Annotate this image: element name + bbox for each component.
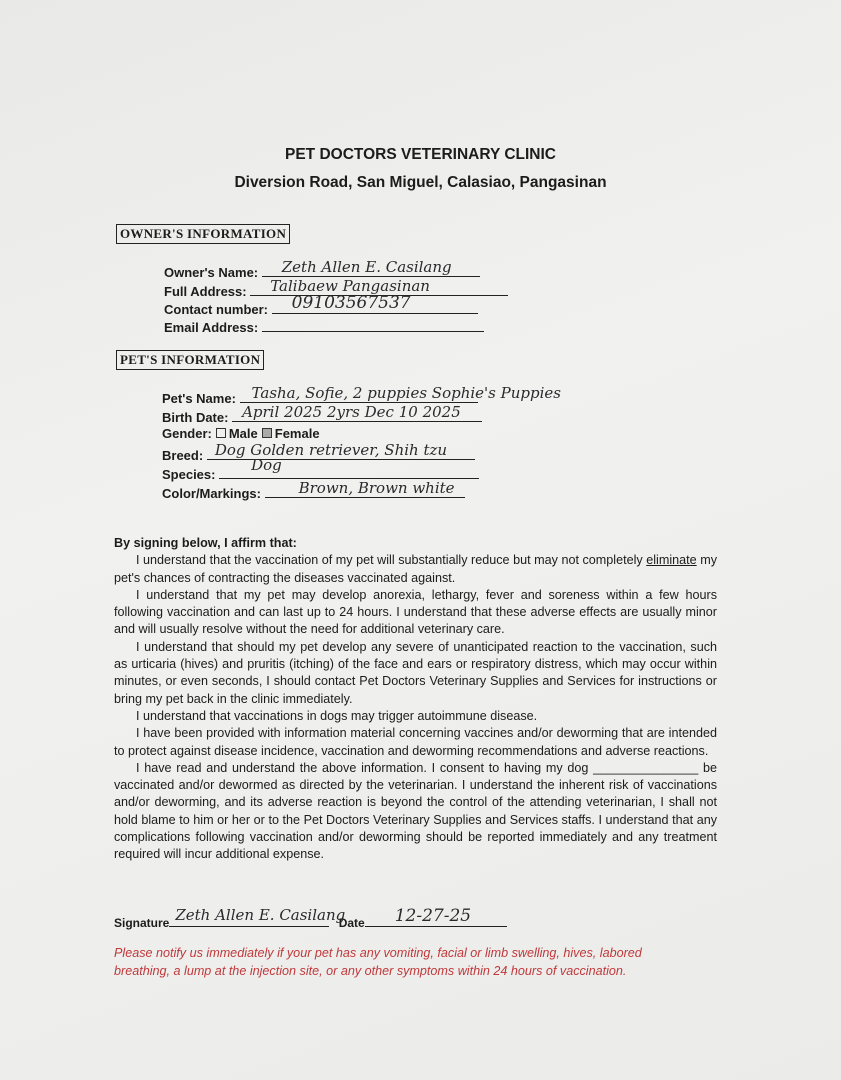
- pet-section-title: PET'S INFORMATION: [116, 350, 264, 370]
- color-field[interactable]: [265, 479, 465, 498]
- owner-email-label: Email Address:: [164, 320, 259, 335]
- consent-heading: By signing below, I affirm that:: [114, 536, 297, 550]
- birth-date-label: Birth Date:: [162, 410, 229, 425]
- gender-row: [162, 426, 320, 441]
- pet-name-value: Tasha, Sofie, 2 puppies Sophie's Puppies: [251, 384, 561, 402]
- signature-row: [114, 906, 507, 930]
- consent-paragraph: [114, 552, 717, 587]
- color-row: [162, 479, 465, 501]
- signature-value: Zeth Allen E. Casilang: [175, 906, 346, 924]
- owner-contact-value: 09103567537: [291, 293, 411, 313]
- owner-contact-label: Contact number:: [164, 302, 268, 317]
- pet-name-label: Pet's Name:: [162, 391, 236, 406]
- pet-name-field[interactable]: [240, 384, 561, 403]
- consent-text-6b: be vaccinated and/or dewormed as directed by the veterinarian. I understand the inherent risk of vaccinations and/or deworming, and its adverse reaction is beyond the control of the attending veterinarian, I shall not hold blame to him or her or to the Pet Doctors Veterinary Supplies and Services staffs. I understand that any complications following vaccination and/or deworming should be reported immediately and any treatment required will incur additional expense.: [114, 760, 717, 862]
- consent-text-1a: I understand that the vaccination of my pet will substantially reduce but may not completely: [136, 553, 647, 568]
- owner-address-label: Full Address:: [164, 284, 247, 299]
- owner-contact-row: [164, 293, 478, 317]
- gender-male-checkbox[interactable]: [216, 428, 226, 438]
- date-field[interactable]: [365, 906, 507, 927]
- gender-label: Gender:: [162, 426, 212, 441]
- consent-paragraph: I understand that vaccinations in dogs may trigger autoimmune disease.: [136, 708, 538, 723]
- breed-row: [162, 441, 475, 463]
- clinic-address: Diversion Road, San Miguel, Calasiao, Pangasinan: [234, 174, 607, 191]
- gender-female-label: Female: [274, 426, 320, 441]
- owner-name-label: Owner's Name:: [164, 265, 259, 280]
- owner-email-field[interactable]: [262, 317, 484, 332]
- consent-paragraph: [114, 760, 717, 864]
- consent-paragraph: I understand that my pet may develop anorexia, lethargy, fever and soreness within a few hours following vaccination and can last up to 24 hours. I understand that these adverse effects are usually minor and will usually resolve without the need for additional veterinary care.: [114, 587, 717, 637]
- date-label: Date: [338, 916, 365, 930]
- color-value: Brown, Brown white: [298, 479, 455, 497]
- consent-text: [114, 535, 717, 864]
- species-value: Dog: [251, 456, 282, 474]
- birth-date-field[interactable]: [232, 403, 482, 422]
- owner-address-value: Talibaew Pangasinan: [270, 277, 430, 295]
- clinic-name: PET DOCTORS VETERINARY CLINIC: [285, 146, 556, 163]
- owner-email-row: [164, 317, 484, 335]
- date-value: 12-27-25: [394, 906, 472, 926]
- consent-paragraph: I understand that should my pet develop any severe of unanticipated reaction to the vaccination, such as urticaria (hives) and pruritis (itching) of the face and ears or respiratory distress, which may occur within minutes, or even seconds, I should contact Pet Doctors Veterinary Supplies and Services for instructions or bring my pet back in the clinic immediately.: [114, 639, 717, 706]
- consent-text-1c: my pet's chances of contracting the diseases vaccinated against.: [114, 553, 717, 585]
- breed-value: Dog Golden retriever, Shih tzu: [214, 441, 448, 459]
- signature-label: Signature: [114, 916, 170, 930]
- signature-field[interactable]: [169, 906, 346, 927]
- consent-paragraph: I have been provided with information material concerning vaccines and/or deworming that are intended to protect against disease incidence, vaccination and deworming recommendations and adverse reactions.: [114, 726, 717, 758]
- owner-section-title: OWNER'S INFORMATION: [116, 224, 290, 244]
- gender-male-label: Male: [228, 426, 258, 441]
- dog-name-blank[interactable]: _______________: [593, 760, 699, 775]
- breed-field[interactable]: [207, 441, 475, 460]
- species-label: Species:: [162, 467, 216, 482]
- gender-female-checkbox[interactable]: [262, 428, 272, 438]
- notice-text: Please notify us immediately if your pet has any vomiting, facial or limb swelling, hives, labored breathing, a lump at the injection site, or any other symptoms within 24 hours of vaccination.: [114, 946, 642, 978]
- breed-label: Breed:: [162, 448, 204, 463]
- birth-date-row: [162, 403, 482, 425]
- consent-text-6a: I have read and understand the above information. I consent to having my dog: [136, 760, 594, 775]
- owner-contact-field[interactable]: [272, 293, 478, 314]
- birth-date-value: April 2025 2yrs Dec 10 2025: [242, 403, 461, 421]
- owner-name-field[interactable]: [262, 258, 480, 277]
- species-field[interactable]: [219, 456, 479, 479]
- consent-text-1b: eliminate: [646, 553, 697, 568]
- owner-name-value: Zeth Allen E. Casilang: [281, 258, 452, 276]
- color-label: Color/Markings:: [162, 486, 261, 501]
